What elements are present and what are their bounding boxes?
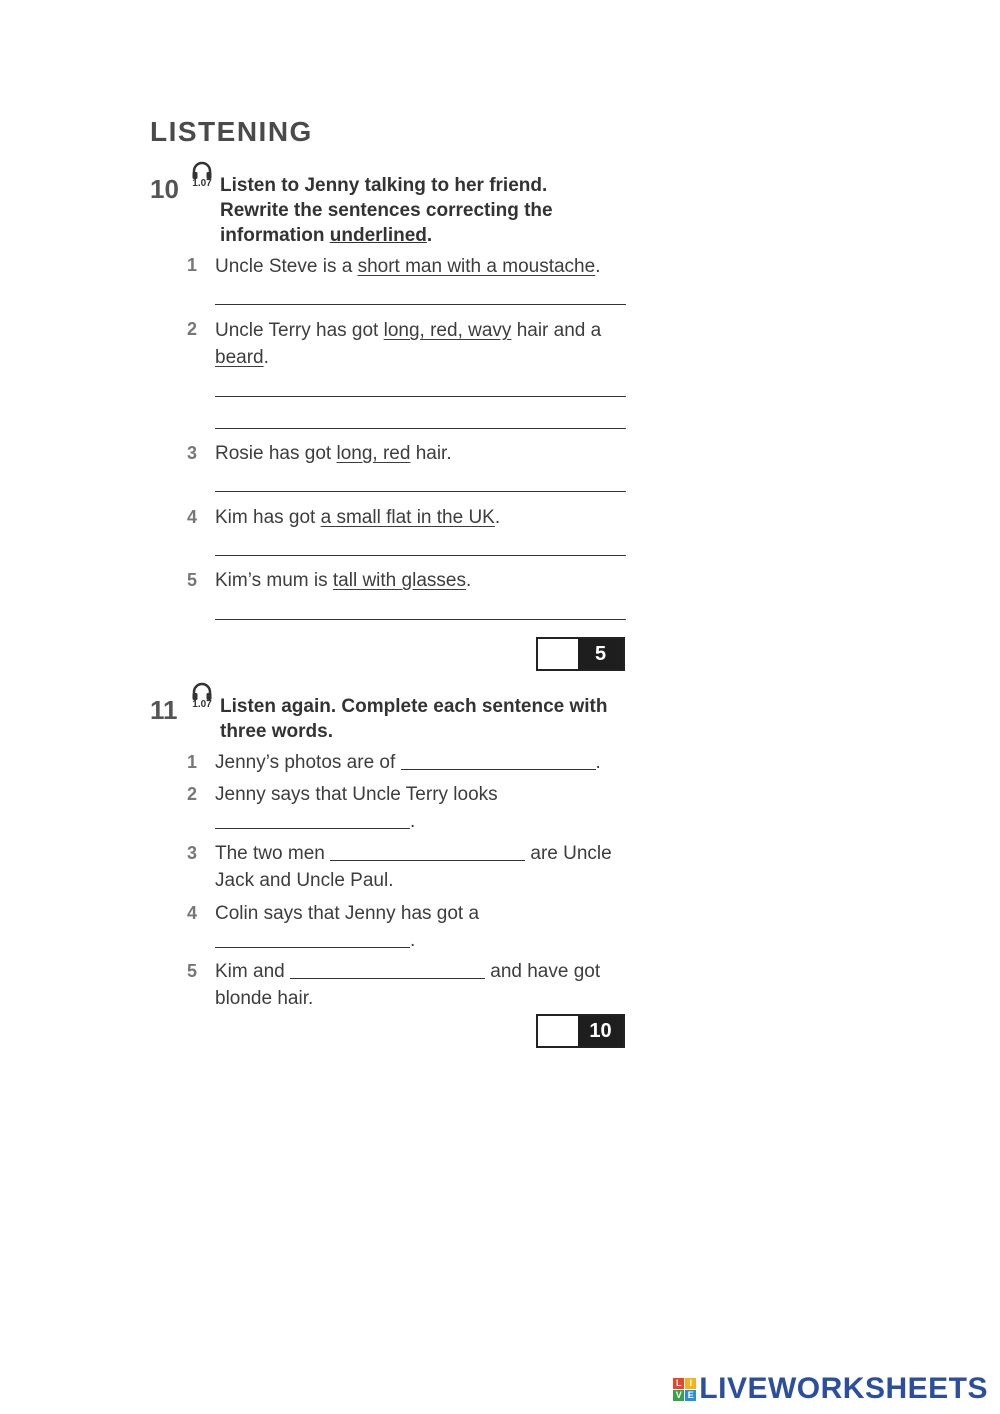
item-number: 3: [186, 843, 197, 863]
headphones-icon: [191, 682, 213, 700]
exercise-11-number: 11: [150, 695, 178, 725]
item-number: 2: [186, 784, 197, 804]
exercise-11-audio[interactable]: [188, 682, 216, 710]
ex10-item-5-text: Kim’s mum is tall with glasses.: [215, 570, 472, 591]
score-total: 10: [578, 1016, 623, 1046]
score-input[interactable]: [538, 1016, 578, 1046]
item-number: 2: [186, 319, 197, 339]
gap-fill-blank[interactable]: [290, 960, 485, 979]
section-title: LISTENING: [150, 116, 313, 147]
ex10-item-1-text: Uncle Steve is a short man with a moustache.: [215, 256, 601, 277]
score-input[interactable]: [538, 639, 578, 669]
instruction-line: Rewrite the sentences correcting the: [220, 200, 553, 221]
item-number: 5: [186, 961, 197, 981]
item-number: 4: [186, 507, 197, 527]
item-number: 4: [186, 903, 197, 923]
item-number: 5: [186, 570, 197, 590]
item-number: 1: [186, 255, 197, 275]
ex10-answer-line-5[interactable]: [215, 619, 626, 620]
instruction-line: Listen to Jenny talking to her friend.: [220, 175, 548, 196]
item-number: 1: [186, 752, 197, 772]
exercise-10-number: 10: [150, 174, 179, 204]
logo-grid-icon: L I V E: [673, 1378, 696, 1401]
gap-fill-blank[interactable]: [215, 929, 410, 948]
ex10-score-box: [536, 637, 625, 671]
gap-fill-blank[interactable]: [330, 842, 525, 861]
ex11-item-3-text: The two men are Uncle Jack and Uncle Paul.: [215, 843, 612, 891]
audio-track-code: 1.07: [192, 699, 212, 710]
ex11-item-1-text: Jenny’s photos are of .: [215, 752, 601, 773]
ex10-item-3-text: Rosie has got long, red hair.: [215, 443, 452, 464]
ex10-answer-line-3[interactable]: [215, 491, 626, 492]
ex10-answer-line-2b[interactable]: [215, 428, 626, 429]
ex11-score-box: [536, 1014, 625, 1048]
gap-fill-blank[interactable]: [401, 751, 596, 770]
instruction-line: information underlined.: [220, 225, 433, 246]
logo-text: LIVEWORKSHEETS: [699, 1372, 988, 1405]
ex11-item-4-text: Colin says that Jenny has got a .: [215, 903, 480, 951]
headphones-icon: [191, 161, 213, 179]
exercise-10-instruction: [220, 173, 640, 248]
liveworksheets-logo: [673, 1372, 988, 1406]
score-total: 5: [578, 639, 623, 669]
ex10-answer-line-2a[interactable]: [215, 396, 626, 397]
exercise-11-instruction: [220, 694, 640, 744]
instruction-line: Listen again. Complete each sentence with: [220, 696, 608, 717]
item-number: 3: [186, 443, 197, 463]
ex10-item-4-text: Kim has got a small flat in the UK.: [215, 507, 501, 528]
ex11-item-2-text: Jenny says that Uncle Terry looks .: [215, 784, 498, 832]
instruction-line: three words.: [220, 721, 333, 742]
exercise-10-audio[interactable]: [188, 161, 216, 189]
underlined-word: underlined: [329, 225, 427, 246]
ex10-answer-line-1[interactable]: [215, 304, 626, 305]
ex11-item-5-text: Kim and and have got blonde hair.: [215, 961, 601, 1009]
ex10-item-2-text: Uncle Terry has got long, red, wavy hair and a beard.: [215, 320, 602, 368]
audio-track-code: 1.07: [192, 178, 212, 189]
gap-fill-blank[interactable]: [215, 810, 410, 829]
ex10-answer-line-4[interactable]: [215, 555, 626, 556]
